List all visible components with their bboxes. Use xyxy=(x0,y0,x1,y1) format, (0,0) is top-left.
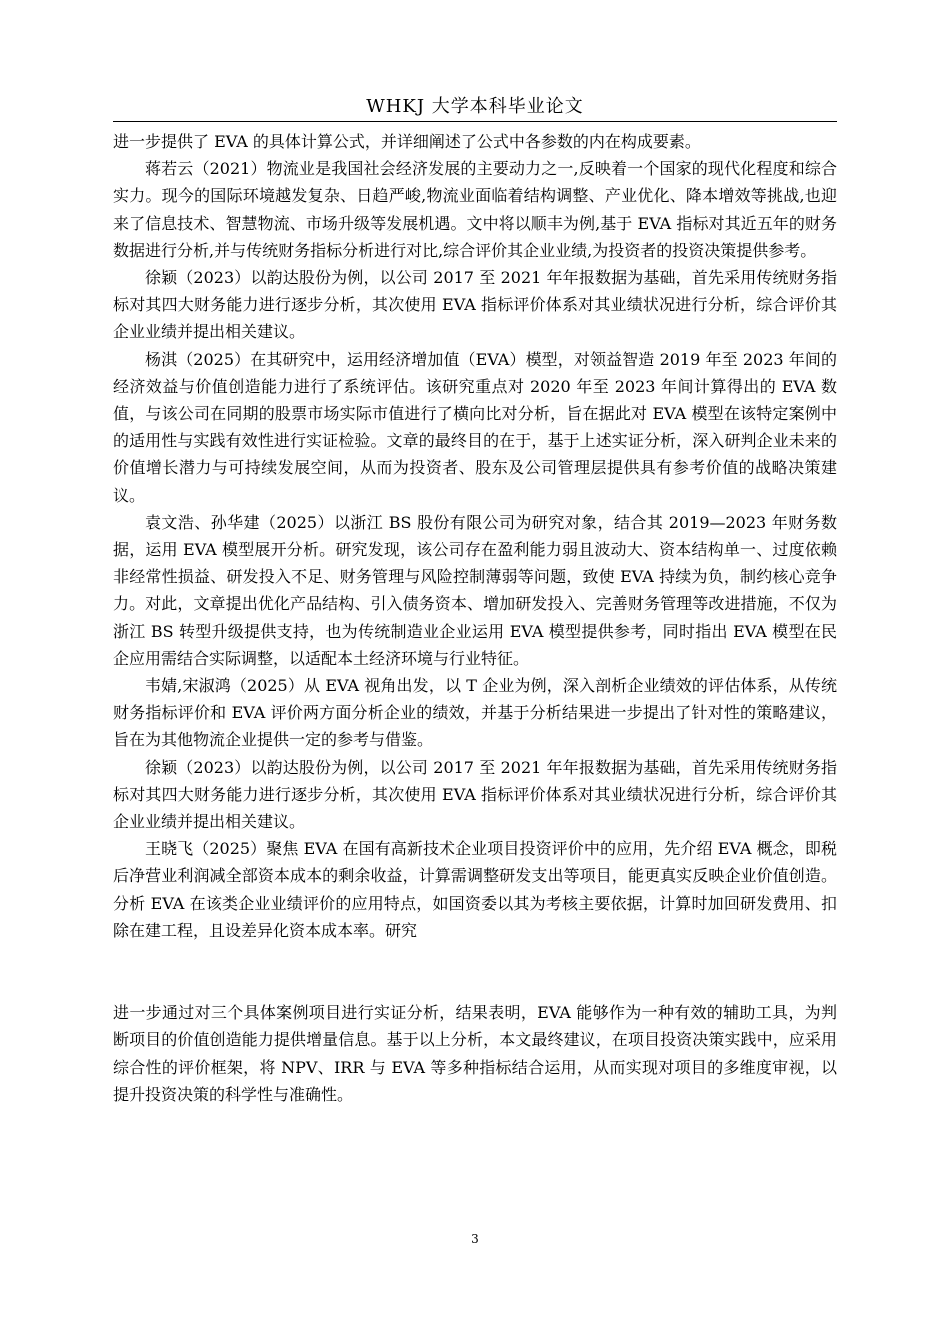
paragraph: 蒋若云（2021）物流业是我国社会经济发展的主要动力之一,反映着一个国家的现代化程度和综合实力。现今的国际环境越发复杂、日趋严峻,物流业面临着结构调整、产业优化、降本增效等挑战,也迎来了信息技术、智慧物流、市场升级等发展机遇。文中将以顺丰为例,基于 EVA 指标对其近五年的财务数据进行分析,并与传统财务指标分析进行对比,综合评价其企业业绩,为投资者的投资决策提供参考。 xyxy=(113,159,837,260)
paragraph: 进一步通过对三个具体案例项目进行实证分析，结果表明，EVA 能够作为一种有效的辅助工具，为判断项目的价值创造能力提供增量信息。基于以上分析，本文最终建议，在项目投资决策实践中，应采用综合性的评价框架，将 NPV、IRR 与 EVA 等多种指标结合运用，从而实现对项目的多维度审视，以提升投资决策的科学性与准确性。 xyxy=(113,1003,837,1104)
page-number: 3 xyxy=(471,1232,479,1246)
paragraph: 徐颖（2023）以韵达股份为例，以公司 2017 至 2021 年年报数据为基础，首先采用传统财务指标对其四大财务能力进行逐步分析，其次使用 EVA 指标评价体系对其业绩状况进行分析，综合评价其企业业绩并提出相关建议。 xyxy=(113,757,837,832)
paragraph: 袁文浩、孙华建（2025）以浙江 BS 股份有限公司为研究对象，结合其 2019—2023 年财务数据，运用 EVA 模型展开分析。研究发现，该公司存在盈利能力弱且波动大、资本结构单一、过度依赖非经常性损益、研发投入不足、财务管理与风险控制薄弱等问题，致使 EVA 持续为负，制约核心竞争力。对此，文章提出优化产品结构、引入债务资本、增加研发投入、完善财务管理等改进措施，不仅为浙江 BS 转型升级提供支持，也为传统制造业企业运用 EVA 模型提供参考，同时指出 EVA 模型在民企应用需结合实际调整，以适配本土经济环境与行业特征。 xyxy=(113,512,837,668)
paragraph: 徐颖（2023）以韵达股份为例，以公司 2017 至 2021 年年报数据为基础，首先采用传统财务指标对其四大财务能力进行逐步分析，其次使用 EVA 指标评价体系对其业绩状况进行分析，综合评价其企业业绩并提出相关建议。 xyxy=(113,268,837,342)
paragraph: 王晓飞（2025）聚焦 EVA 在国有高新技术企业项目投资评价中的应用，先介绍 EVA 概念，即税后净营业利润减全部资本成本的剩余收益，计算需调整研发支出等项目，能更真实反映企业价值创造。分析 EVA 在该类企业业绩评价的应用特点，如国资委以其为考核主要依据，计算时加回研发费用、扣除在建工程，且设差异化资本成本率。研究 xyxy=(113,839,837,940)
paragraph: 韦婧,宋淑鸿（2025）从 EVA 视角出发，以 T 企业为例，深入剖析企业绩效的评估体系，从传统财务指标评价和 EVA 评价两方面分析企业的绩效，并基于分析结果进一步提出了针对性的策略建议，旨在为其他物流企业提供一定的参考与借鉴。 xyxy=(113,676,837,750)
header-rule xyxy=(113,121,837,122)
body-text xyxy=(113,128,837,1108)
paragraph: 杨淇（2025）在其研究中，运用经济增加值（EVA）模型，对领益智造 2019 年至 2023 年间的经济效益与价值创造能力进行了系统评估。该研究重点对 2020 年至 2023 年间计算得出的 EVA 数值，与该公司在同期的股票市场实际市值进行了横向比对分析，旨在据此对 EVA 模型在该特定案例中的适用性与实践有效性进行实证检验。文章的最终目的在于，基于上述实证分析，深入研判企业未来的价值增长潜力与可持续发展空间，从而为投资者、股东及公司管理层提供具有参考价值的战略决策建议。 xyxy=(113,349,837,505)
paragraph-gap xyxy=(113,944,837,999)
paragraph: 进一步提供了 EVA 的具体计算公式，并详细阐述了公式中各参数的内在构成要素。 xyxy=(113,132,701,151)
page-header-title: WHKJ 大学本科毕业论文 xyxy=(366,96,584,117)
